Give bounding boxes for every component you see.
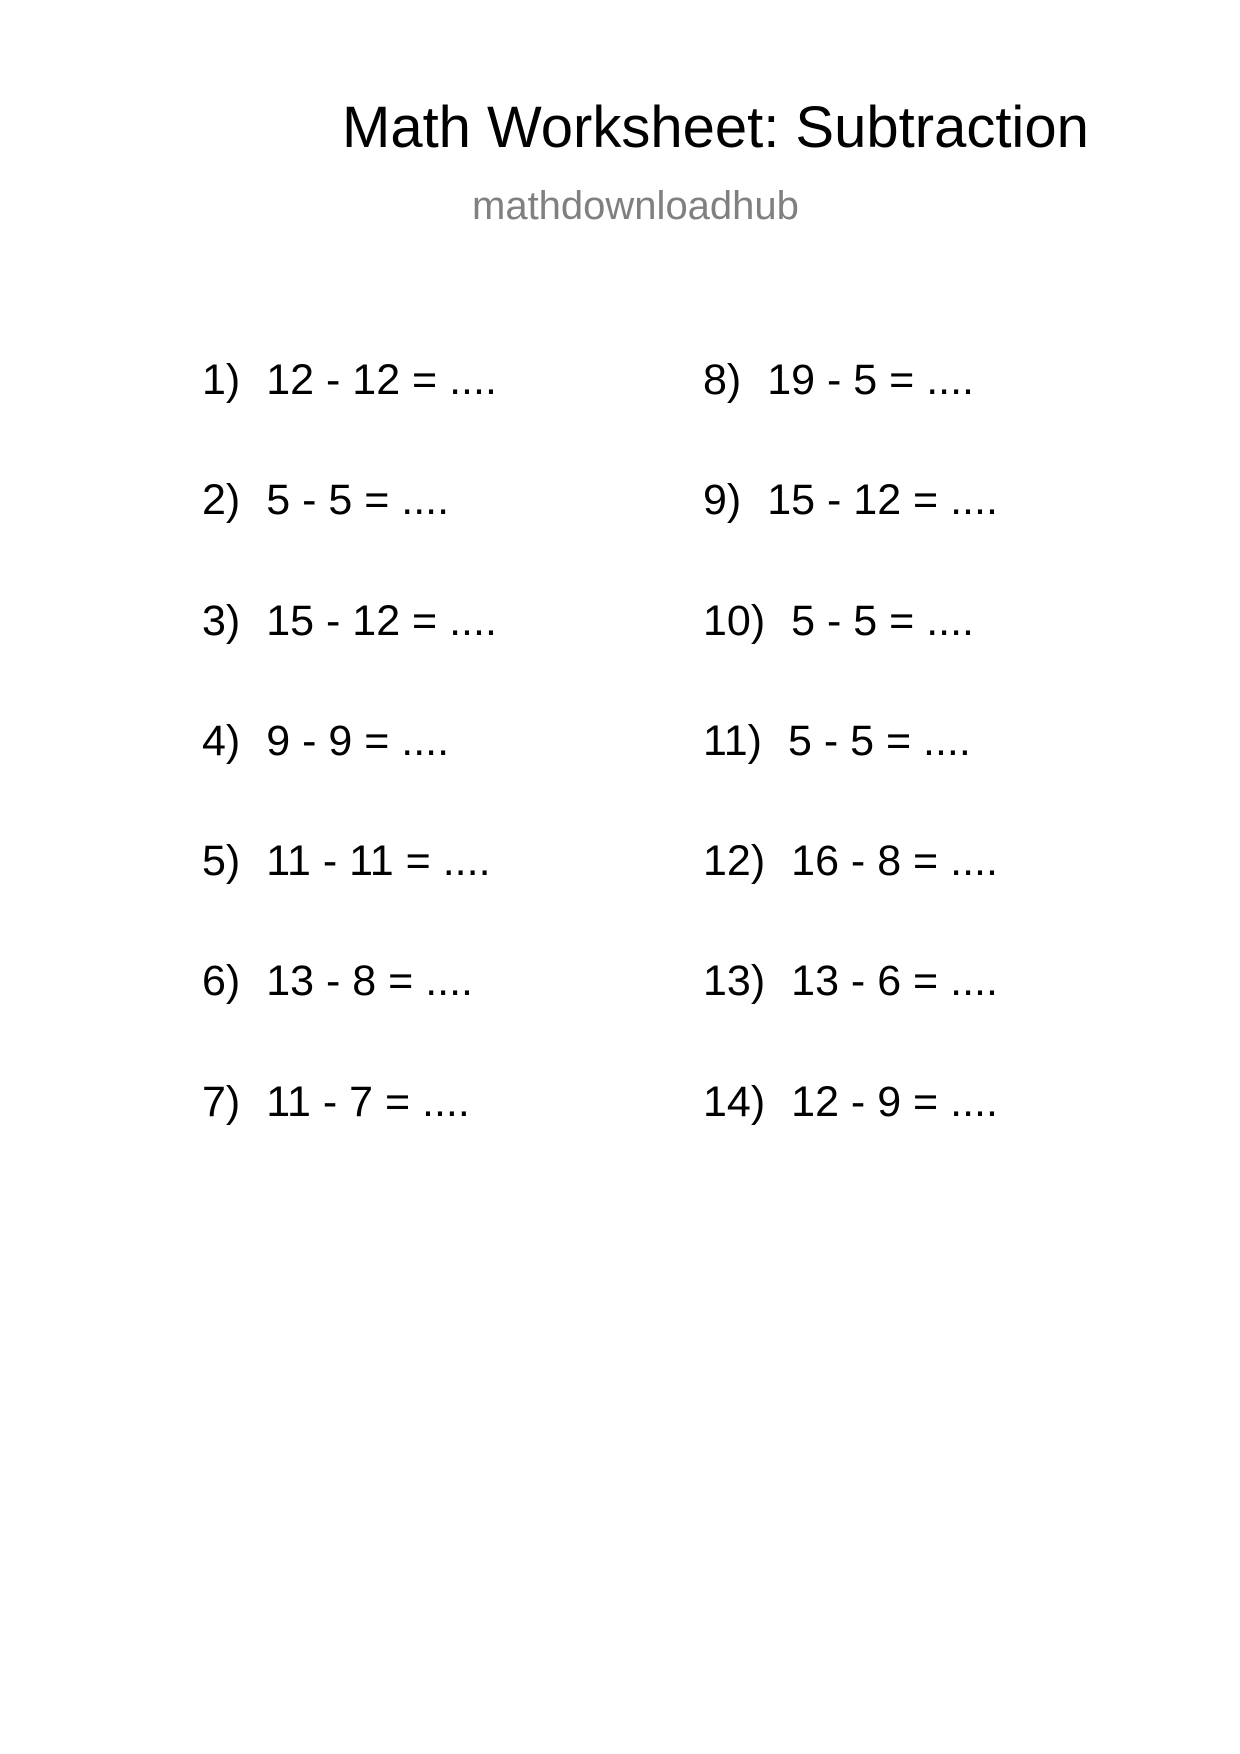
- problem-item: [202, 837, 491, 885]
- problem-item: [202, 717, 450, 765]
- problem-number: 6): [202, 957, 241, 1005]
- problem-item: [703, 476, 998, 524]
- problem-number: 14): [703, 1078, 766, 1126]
- problem-item: [703, 356, 974, 404]
- problem-expression: 15 - 12 = ....: [266, 597, 497, 645]
- problem-number: 1): [202, 356, 241, 404]
- problem-expression: 19 - 5 = ....: [767, 356, 974, 404]
- problem-expression: 5 - 5 = ....: [791, 597, 974, 645]
- problem-number: 2): [202, 476, 241, 524]
- problem-expression: 13 - 6 = ....: [791, 957, 998, 1005]
- problem-item: [703, 957, 998, 1005]
- problem-number: 4): [202, 717, 241, 765]
- problem-item: [202, 476, 450, 524]
- problem-expression: 11 - 7 = ....: [266, 1078, 470, 1126]
- problem-expression: 11 - 11 = ....: [266, 837, 491, 885]
- problem-number: 10): [703, 597, 766, 645]
- problem-number: 8): [703, 356, 742, 404]
- problem-number: 11): [703, 717, 762, 765]
- problem-expression: 5 - 5 = ....: [266, 476, 450, 524]
- problem-number: 7): [202, 1078, 241, 1126]
- problem-item: [703, 717, 971, 765]
- problem-number: 3): [202, 597, 241, 645]
- problem-number: 12): [703, 837, 766, 885]
- problem-item: [202, 957, 473, 1005]
- problem-expression: 12 - 12 = ....: [266, 356, 497, 404]
- problem-item: [703, 1078, 998, 1126]
- problem-number: 13): [703, 957, 766, 1005]
- problem-expression: 5 - 5 = ....: [787, 717, 971, 765]
- problem-item: [202, 356, 497, 404]
- problem-item: [202, 1078, 470, 1126]
- worksheet-subtitle: mathdownloadhub: [472, 184, 799, 228]
- problem-item: [703, 597, 974, 645]
- problem-item: [703, 837, 998, 885]
- problem-number: 9): [703, 476, 742, 524]
- problem-expression: 13 - 8 = ....: [266, 957, 473, 1005]
- problem-expression: 9 - 9 = ....: [266, 717, 450, 765]
- problem-number: 5): [202, 837, 241, 885]
- worksheet-title: Math Worksheet: Subtraction: [342, 95, 1089, 160]
- problem-expression: 16 - 8 = ....: [791, 837, 998, 885]
- problem-item: [202, 597, 497, 645]
- problem-expression: 15 - 12 = ....: [767, 476, 998, 524]
- problem-expression: 12 - 9 = ....: [791, 1078, 998, 1126]
